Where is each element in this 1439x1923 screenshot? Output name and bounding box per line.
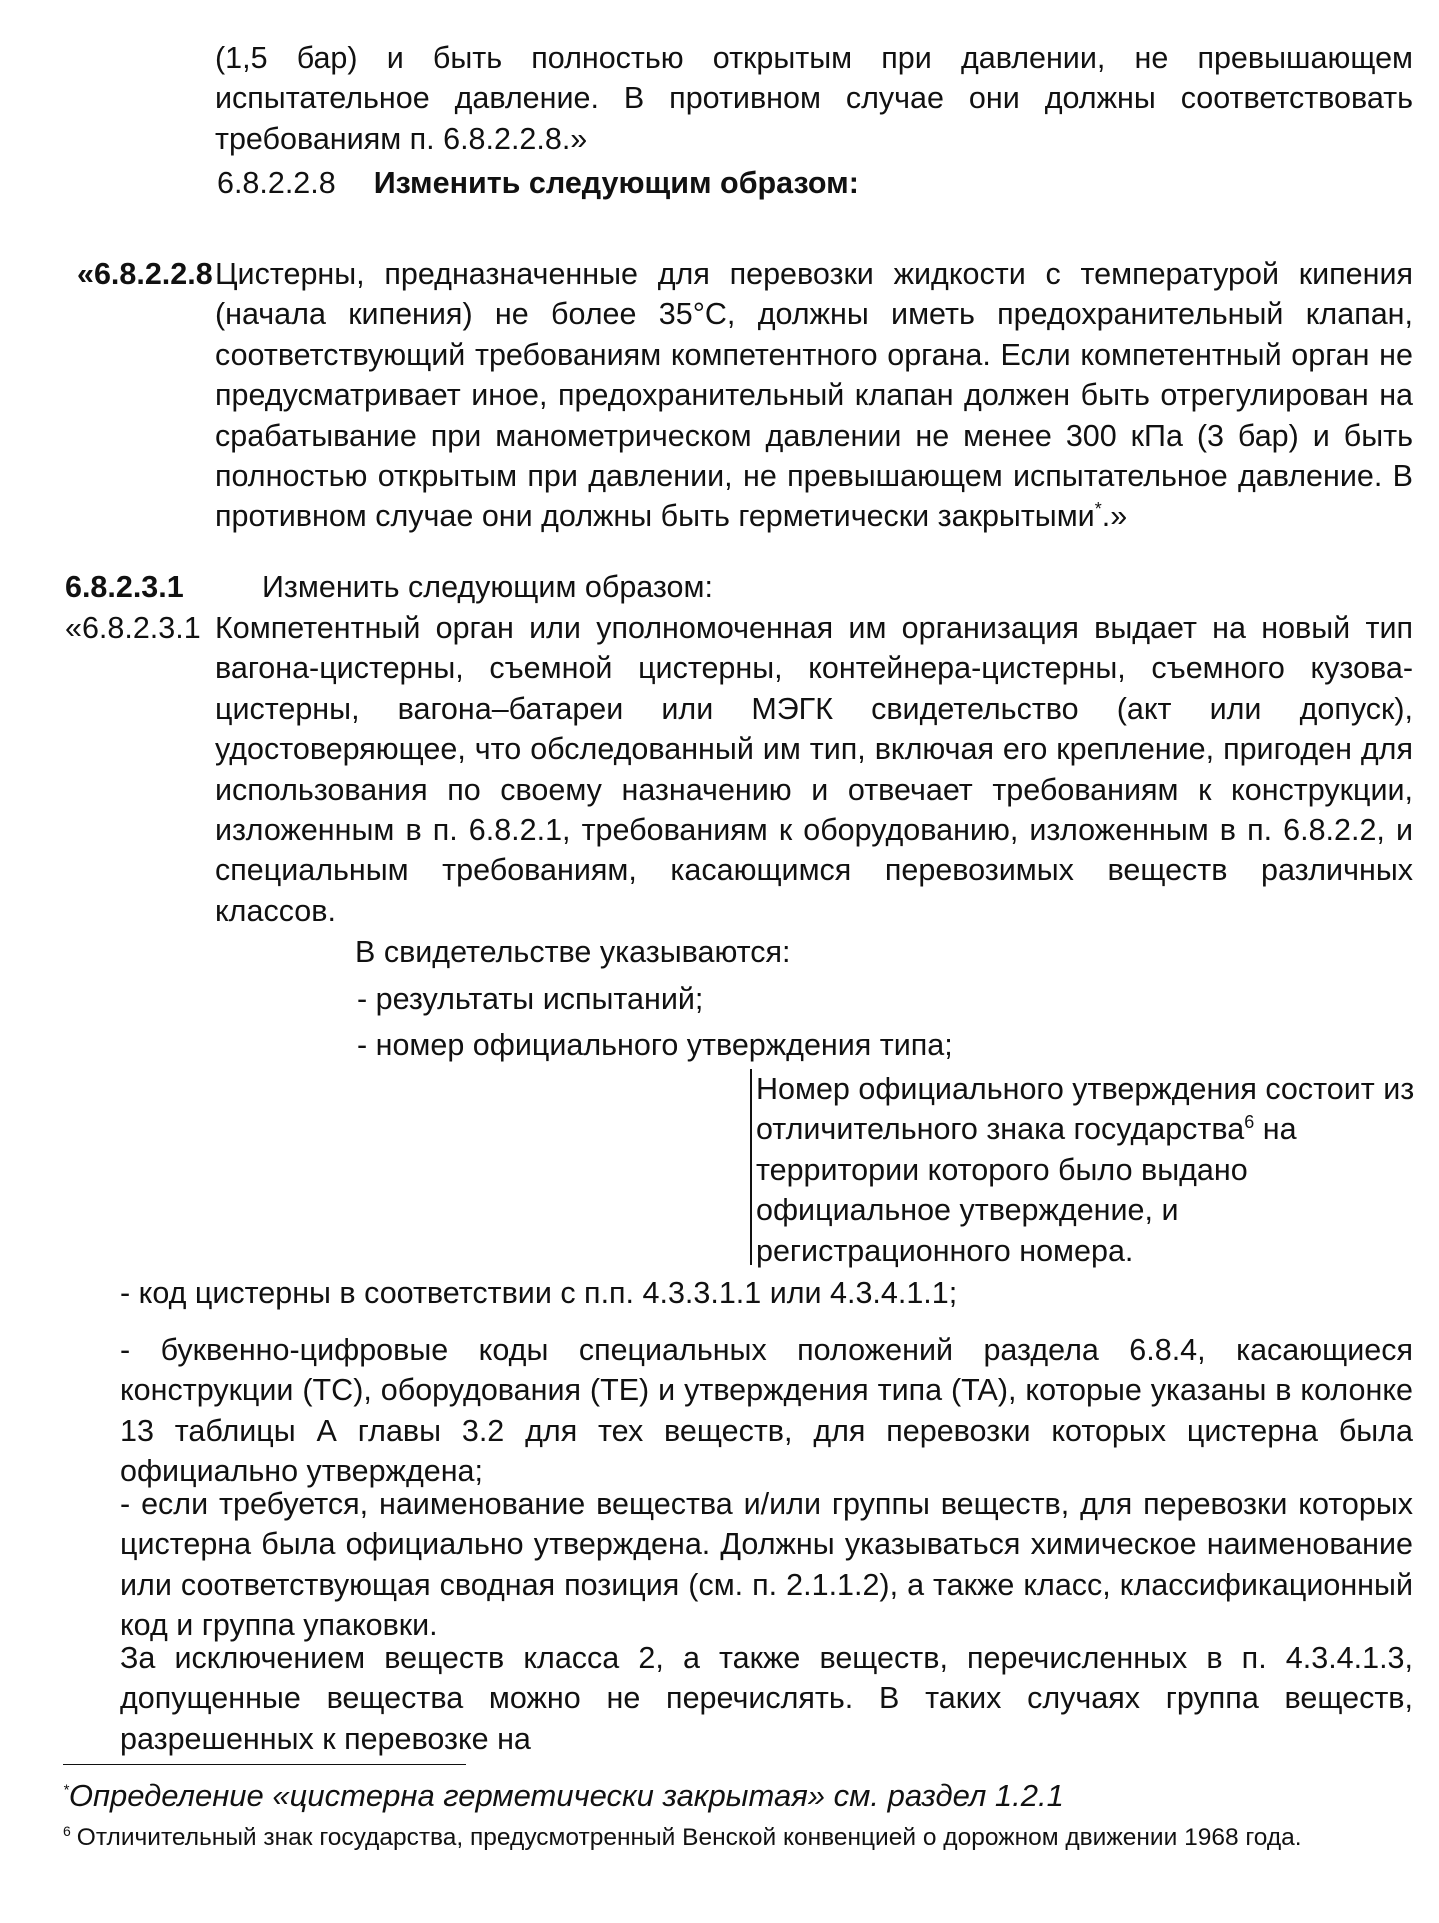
footnote-6-mark: 6: [63, 1822, 71, 1839]
footnote-star: [63, 1778, 1064, 1814]
approval-number-note: [750, 1069, 1416, 1268]
item-alphanumeric-codes: - буквенно-цифровые коды специальных положений раздела 6.8.4, касающиеся конструкции (ТС), оборудования (TE) и утверждения типа (TA), которые указаны в колонке 13 таблицы А главы 3.2 для тех веществ, для перевозки которых цистерна была официально утверждена;: [120, 1333, 1413, 1489]
item-tank-code: - код цистерны в соответствии с п.п. 4.3.3.1.1 или 4.3.4.1.1;: [120, 1276, 958, 1310]
footnote-separator: [63, 1764, 466, 1765]
amendment-6831-number: 6.8.2.3.1: [65, 570, 184, 604]
exception-paragraph: За исключением веществ класса 2, а также веществ, перечисленных в п. 4.3.4.1.3, допущенные вещества можно не перечислять. В таких случаях группа веществ, разрешенных к перевозке на: [120, 1641, 1413, 1756]
note-text-start: Номер официального утверждения состоит из отличительного знака государства: [756, 1072, 1415, 1147]
para-6831-number: «6.8.2.3.1: [65, 611, 201, 645]
footnote-6-ref: 6: [1244, 1112, 1255, 1133]
cert-item-results: - результаты испытаний;: [357, 982, 704, 1016]
continuation-paragraph: (1,5 бар) и быть полностью открытым при давлении, не превышающем испытательное давление. В противном случае они должны соответствовать требованиям п. 6.8.2.2.8.»: [215, 41, 1413, 156]
cert-intro: В свидетельстве указываются:: [355, 935, 791, 969]
item-substance-name: - если требуется, наименование вещества и/или группы веществ, для перевозки которых цистерна была официально утверждена. Должны указываться химическое наименование или соответствующая сводная позиция (см. п. 2.1.1.2), а также класс, классификационный код и группа упаковки.: [120, 1487, 1413, 1643]
para-6828-end: .»: [1101, 499, 1128, 534]
footnote-6: [63, 1822, 1397, 1854]
footnote-star-ref: *: [1094, 499, 1102, 520]
footnote-star-mark: *: [63, 1781, 69, 1799]
footnote-6-text: Отличительный знак государства, предусмотренный Венской конвенцией о дорожном движении 1968 года.: [76, 1824, 1302, 1851]
para-6828-number-text: «6.8.2.2.8: [77, 257, 213, 291]
cert-item-approval-number: - номер официального утверждения типа;: [357, 1028, 953, 1062]
footnote-star-text: Определение «цистерна герметически закрытая» см. раздел 1.2.1: [68, 1778, 1064, 1813]
amendment-6828: [217, 163, 859, 203]
amendment-6828-instruction: Изменить следующим образом:: [373, 166, 859, 200]
para-6828-body: Цистерны, предназначенные для перевозки жидкости с температурой кипения (начала кипения) не более 35°C, должны иметь предохранительный клапан, соответствующий требованиям компетентного органа. Если компетентный орган не предусматривает иное, предохранительный клапан должен быть отрегулирован на срабатывание при манометрическом давлении не менее 300 кПа (3 бар) и быть полностью открытым при давлении, не превышающем испытательное давление. В противном случае они должны быть герметически закрытыми: [215, 257, 1413, 534]
amendment-6831: [65, 567, 184, 607]
para-6828-number: [77, 254, 213, 294]
amendment-6828-number: 6.8.2.2.8: [217, 166, 336, 200]
amendment-6831-instruction: Изменить следующим образом:: [262, 570, 713, 604]
note-text-end: на территории которого было выдано официальное утверждение, и регистрационного номера.: [756, 1112, 1297, 1268]
para-6828-text: [215, 254, 1413, 537]
para-6831-text: Компетентный орган или уполномоченная им организация выдает на новый тип вагона-цистерны, съемной цистерны, контейнера-цистерны, съемного кузова-цистерны, вагона–батареи или МЭГК свидетельство (акт или допуск), удостоверяющее, что обследованный им тип, включая его крепление, пригоден для использования по своему назначению и отвечает требованиям к конструкции, изложенным в п. 6.8.2.1, требованиям к оборудованию, изложенным в п. 6.8.2.2, и специальным требованиям, касающимся перевозимых веществ различных классов.: [215, 611, 1413, 928]
